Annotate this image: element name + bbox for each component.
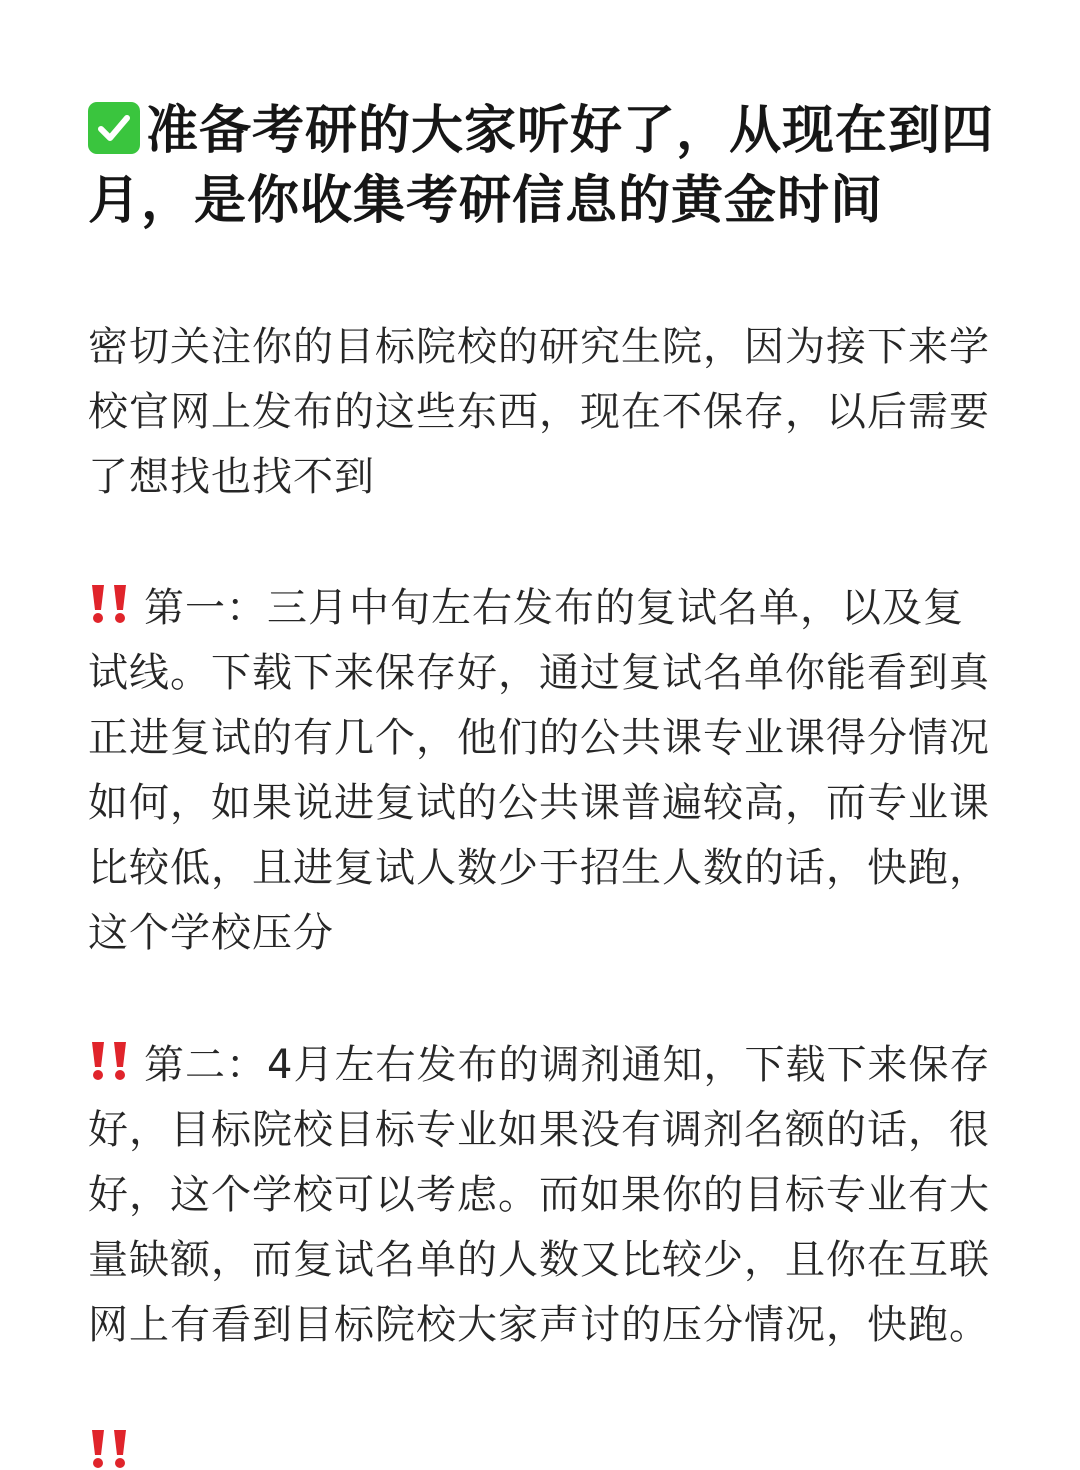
intro-paragraph (88, 315, 1020, 510)
point-two-line: 网上有看到目标院校大家声讨的压分情况，快跑。 (88, 1302, 990, 1348)
check-mark-icon (88, 102, 140, 154)
point-two-line: 好，目标院校目标专业如果没有调剂名额的话，很 (88, 1107, 990, 1153)
point-one-line (88, 576, 1020, 641)
point-one-paragraph (88, 576, 1020, 966)
double-exclamation-icon (88, 583, 134, 625)
point-one-line: 试线。下载下来保存好，通过复试名单你能看到真 (88, 650, 990, 696)
double-exclamation-icon-cutoff (88, 1428, 134, 1470)
point-two-line (88, 1033, 1020, 1098)
point-one-line: 如何，如果说进复试的公共课普遍较高，而专业课 (88, 780, 990, 826)
title-line-2: 月，是你收集考研信息的黄金时间 (88, 171, 884, 231)
point-one-heading: 第一：三月中旬左右发布的复试名单，以及复 (144, 585, 964, 631)
point-two-paragraph (88, 1033, 1020, 1358)
point-two-heading: 第二：4月左右发布的调剂通知，下载下来保存 (144, 1042, 991, 1088)
title-line-text: 准备考研的大家听好了，从现在到四 (146, 101, 995, 161)
point-two-line: 好，这个学校可以考虑。而如果你的目标专业有大 (88, 1172, 990, 1218)
point-one-line: 比较低，且进复试人数少于招生人数的话，快跑， (88, 845, 990, 891)
double-exclamation-icon (88, 1040, 134, 1082)
point-one-line: 这个学校压分 (88, 910, 334, 956)
intro-line: 了想找也找不到 (88, 454, 375, 500)
post-title (88, 96, 1020, 236)
point-two-line: 量缺额，而复试名单的人数又比较少，且你在互联 (88, 1237, 990, 1283)
point-one-line: 正进复试的有几个，他们的公共课专业课得分情况 (88, 715, 990, 761)
title-line-1 (88, 96, 1020, 166)
intro-line: 密切关注你的目标院校的研究生院，因为接下来学 (88, 324, 990, 370)
post-article (88, 96, 1020, 1348)
intro-line: 校官网上发布的这些东西，现在不保存，以后需要 (88, 389, 990, 435)
